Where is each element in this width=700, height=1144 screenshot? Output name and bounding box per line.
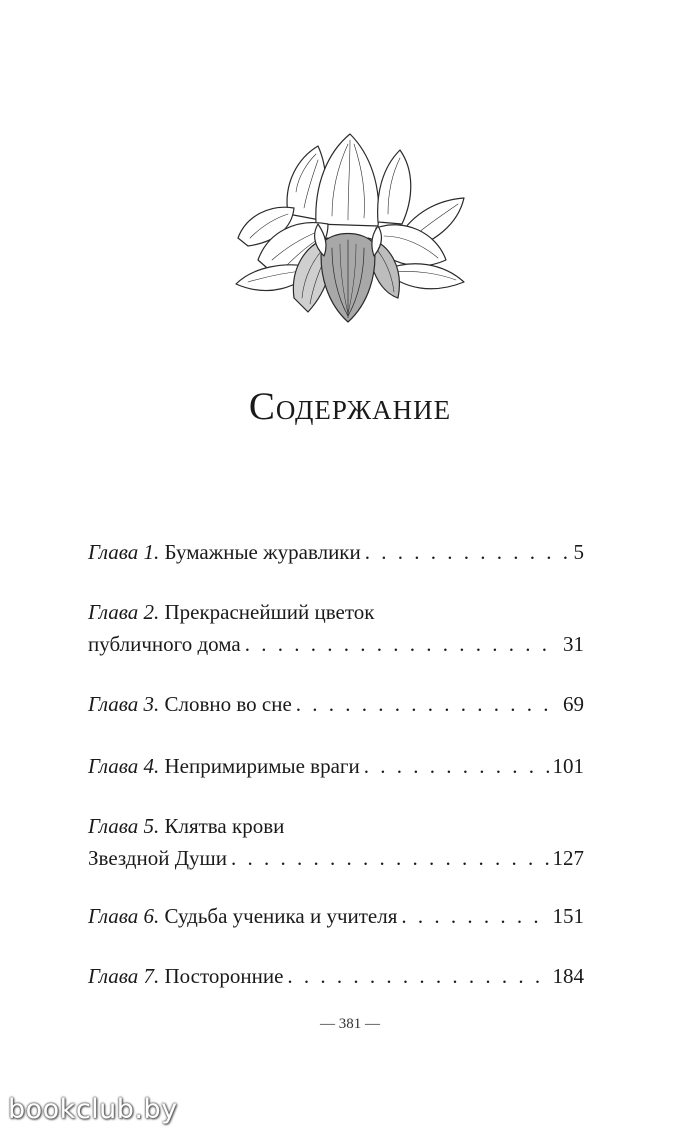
chapter-prefix: Глава 2. bbox=[88, 600, 160, 624]
leader-dots bbox=[287, 960, 548, 992]
chapter-page-number: 184 bbox=[552, 964, 584, 988]
leader-dots bbox=[231, 842, 549, 874]
chapter-prefix: Глава 6. bbox=[88, 904, 160, 928]
page-number: — 381 — bbox=[320, 1016, 380, 1032]
chapter-page-number: 127 bbox=[552, 846, 584, 870]
leader-dots bbox=[365, 536, 570, 568]
lotus-illustration bbox=[228, 128, 472, 324]
toc-entry[interactable] bbox=[88, 688, 584, 720]
chapter-prefix: Глава 3. bbox=[88, 692, 160, 716]
toc-entry[interactable] bbox=[88, 810, 584, 874]
toc-entry[interactable] bbox=[88, 536, 584, 568]
leader-dots bbox=[401, 900, 548, 932]
chapter-title: Посторонние bbox=[164, 964, 284, 988]
chapter-page-number: 101 bbox=[552, 754, 584, 778]
chapter-page-number: 151 bbox=[552, 904, 584, 928]
leader-dots bbox=[364, 750, 549, 782]
chapter-page-number: 69 bbox=[563, 692, 584, 716]
chapter-page-number: 31 bbox=[563, 632, 584, 656]
chapter-prefix: Глава 7. bbox=[88, 964, 160, 988]
chapter-title: Словно во сне bbox=[164, 692, 292, 716]
watermark: bookclub.by bbox=[8, 1094, 178, 1125]
leader-dots bbox=[245, 628, 559, 660]
chapter-title-continued: публичного дома bbox=[88, 632, 241, 656]
toc-entry[interactable] bbox=[88, 960, 584, 992]
chapter-title: Непримиримые враги bbox=[164, 754, 360, 778]
toc-entry[interactable] bbox=[88, 900, 584, 932]
toc-entry[interactable] bbox=[88, 750, 584, 782]
chapter-prefix: Глава 5. bbox=[88, 814, 160, 838]
chapter-prefix: Глава 1. bbox=[88, 540, 160, 564]
chapter-title-continued: Звездной Души bbox=[88, 846, 227, 870]
chapter-title: Бумажные журавлики bbox=[164, 540, 361, 564]
leader-dots bbox=[296, 688, 559, 720]
chapter-prefix: Глава 4. bbox=[88, 754, 160, 778]
chapter-title: Судьба ученика и учителя bbox=[164, 904, 398, 928]
chapter-page-number: 5 bbox=[573, 540, 584, 564]
chapter-title: Прекраснейший цветок bbox=[164, 600, 375, 624]
chapter-title: Клятва крови bbox=[164, 814, 285, 838]
toc-entry[interactable] bbox=[88, 596, 584, 660]
page-title: Содержание bbox=[248, 385, 452, 428]
